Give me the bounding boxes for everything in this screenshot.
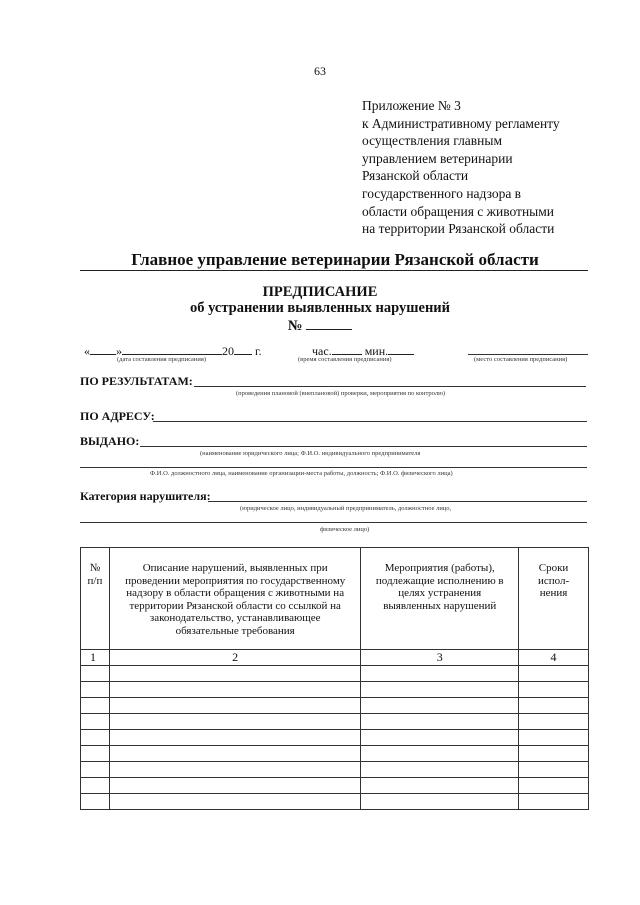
table-header-row bbox=[81, 548, 589, 650]
header-line: Мероприятия (работы), bbox=[384, 562, 495, 574]
category-label: Категория нарушителя: bbox=[80, 489, 211, 503]
column-number: 2 bbox=[109, 650, 360, 666]
results-line bbox=[194, 386, 586, 387]
header-line: проведении мероприятия по государственному bbox=[125, 574, 346, 587]
header-cell-description bbox=[109, 548, 360, 650]
appendix-line: управлением ветеринарии bbox=[362, 150, 513, 166]
header-line: законодательство, устанавливающее bbox=[149, 612, 321, 624]
table-row bbox=[81, 666, 589, 682]
header-line: нения bbox=[539, 587, 568, 599]
day-blank bbox=[90, 341, 116, 355]
header-cell-number bbox=[81, 548, 110, 650]
table-row bbox=[81, 762, 589, 778]
header-line: испол- bbox=[537, 574, 570, 587]
header-line: п/п bbox=[87, 574, 103, 587]
appendix-line: области обращения с животными bbox=[362, 203, 555, 219]
table-row bbox=[81, 794, 589, 810]
table-row bbox=[81, 682, 589, 698]
table-row bbox=[81, 730, 589, 746]
close-quote: » bbox=[116, 344, 122, 358]
minutes-blank bbox=[388, 341, 414, 355]
appendix-line: Рязанской области bbox=[362, 168, 469, 184]
organization-name: Главное управление ветеринарии Рязанской области bbox=[131, 250, 539, 269]
table-row bbox=[81, 714, 589, 730]
issued-line bbox=[140, 446, 587, 447]
address-line bbox=[153, 421, 587, 422]
column-number-row bbox=[81, 650, 589, 666]
date-caption: (дата составления предписания) bbox=[117, 356, 207, 363]
header-line: подлежащие исполнению в bbox=[375, 574, 504, 587]
issued-caption: (наименование юридического лица; Ф.И.О. индивидуального предпринимателя bbox=[200, 450, 421, 457]
minutes-label: мин. bbox=[364, 344, 389, 358]
page-number: 63 bbox=[314, 64, 326, 78]
appendix-line: осуществления главным bbox=[362, 133, 503, 149]
appendix-line: на территории Рязанской области bbox=[362, 221, 555, 237]
table-row bbox=[81, 746, 589, 762]
appendix-line: государственного надзора в bbox=[362, 185, 522, 201]
issued-line-2 bbox=[80, 467, 587, 468]
issued-caption-2: Ф.И.О. должностного лица, наименование организации-места работы, должность; Ф.И.О. физического лица) bbox=[150, 470, 453, 477]
address-label: ПО АДРЕСУ: bbox=[80, 409, 155, 423]
header-line: целях устранения bbox=[398, 587, 482, 599]
place-line bbox=[468, 354, 588, 355]
number-label: № bbox=[287, 318, 303, 334]
open-quote: « bbox=[84, 344, 90, 358]
title-number bbox=[0, 316, 640, 334]
organization-underline bbox=[80, 270, 588, 271]
document-title bbox=[0, 284, 640, 334]
title-sub: об устранении выявленных нарушений bbox=[189, 300, 451, 316]
appendix-line: к Административному регламенту bbox=[362, 115, 560, 131]
results-label: ПО РЕЗУЛЬТАТАМ: bbox=[80, 374, 193, 388]
table-row bbox=[81, 778, 589, 794]
category-line-2 bbox=[80, 522, 587, 523]
header-line: обязательные требования bbox=[175, 624, 295, 637]
category-caption-2: физическое лицо) bbox=[320, 526, 370, 533]
column-number: 1 bbox=[81, 650, 110, 666]
header-line: надзору в области обращения с животными на bbox=[126, 587, 345, 599]
year-suffix: г. bbox=[255, 344, 262, 358]
results-caption: (проведения плановой (внеплановой) проверки, мероприятия по контролю) bbox=[236, 390, 446, 397]
appendix-note bbox=[362, 97, 560, 238]
place-caption: (место составления предписания) bbox=[474, 356, 568, 363]
category-line bbox=[208, 501, 587, 502]
year-prefix: 20 bbox=[222, 344, 234, 358]
title-main: ПРЕДПИСАНИЕ bbox=[262, 284, 378, 300]
column-number: 4 bbox=[519, 650, 589, 666]
header-line: Описание нарушений, выявленных при bbox=[142, 562, 328, 574]
header-line: Сроки bbox=[538, 562, 569, 574]
hours-blank bbox=[332, 341, 362, 355]
header-line: территории Рязанской области со ссылкой на bbox=[129, 599, 341, 612]
time-caption: (время составления предписания) bbox=[298, 356, 392, 363]
year-blank bbox=[234, 341, 252, 355]
header-line: выявленных нарушений bbox=[383, 599, 497, 612]
number-blank bbox=[306, 316, 352, 330]
table-row bbox=[81, 698, 589, 714]
column-number: 3 bbox=[361, 650, 519, 666]
category-caption: (юридическое лицо, индивидуальный предприниматель, должностное лицо, bbox=[240, 505, 452, 512]
header-line: № bbox=[89, 562, 101, 574]
issued-label: ВЫДАНО: bbox=[80, 434, 140, 448]
appendix-line: Приложение № 3 bbox=[362, 98, 461, 113]
violations-table bbox=[80, 547, 589, 810]
header-cell-deadline bbox=[519, 548, 589, 650]
header-cell-measures bbox=[361, 548, 519, 650]
hours-label: час. bbox=[312, 344, 332, 358]
month-blank bbox=[122, 341, 222, 355]
